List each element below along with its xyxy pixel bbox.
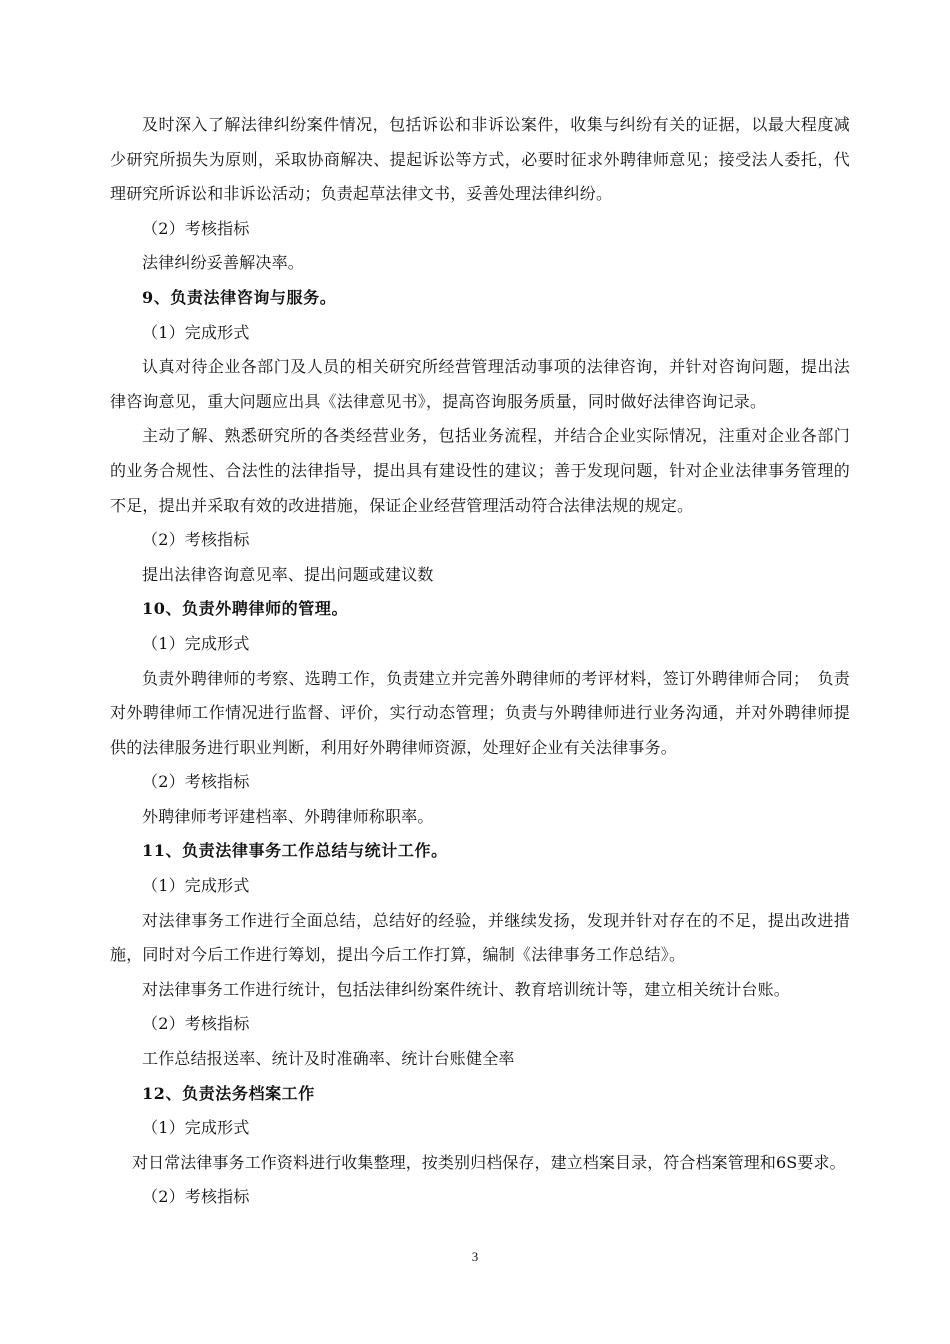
body-paragraph: 主动了解、熟悉研究所的各类经营业务，包括业务流程，并结合企业实际情况，注重对企业各部门的业务合规性、合法性的法律指导，提出具有建设性的建议；善于发现问题，针对企业法律事务管理的不足，提出并采取有效的改进措施，保证企业经营管理活动符合法律法规的规定。 — [110, 426, 850, 515]
section-heading: 10、负责外聘律师的管理。 — [142, 599, 349, 619]
subsection-label: （2）考核指标 — [142, 1187, 250, 1207]
body-paragraph: 对法律事务工作进行全面总结，总结好的经验，并继续发扬，发现并针对存在的不足，提出改进措施，同时对今后工作进行筹划，提出今后工作打算，编制《法律事务工作总结》。 — [110, 910, 850, 965]
section-heading: 12、负责法务档案工作 — [142, 1083, 315, 1103]
section-heading: 9、负责法律咨询与服务。 — [142, 287, 337, 307]
subsection-label: （1）完成形式 — [142, 633, 250, 653]
body-paragraph: 对日常法律事务工作资料进行收集整理，按类别归档保存，建立档案目录，符合档案管理和6S要求。 — [132, 1152, 846, 1172]
body-paragraph: 对法律事务工作进行统计，包括法律纠纷案件统计、教育培训统计等，建立相关统计台账。 — [142, 979, 791, 999]
subsection-label: （1）完成形式 — [142, 322, 250, 342]
subsection-label: （2）考核指标 — [142, 530, 250, 550]
subsection-label: （2）考核指标 — [142, 1014, 250, 1034]
body-paragraph: 负责外聘律师的考察、选聘工作，负责建立并完善外聘律师的考评材料，签订外聘律师合同； 负责对外聘律师工作情况进行监督、评价，实行动态管理；负责与外聘律师进行业务沟通，并对外聘律师提供的法律服务进行职业判断，利用好外聘律师资源，处理好企业有关法律事务。 — [110, 668, 850, 757]
body-paragraph: 及时深入了解法律纠纷案件情况，包括诉讼和非诉讼案件，收集与纠纷有关的证据，以最大程度减少研究所损失为原则，采取协商解决、提起诉讼等方式，必要时征求外聘律师意见；接受法人委托，代理研究所诉讼和非诉讼活动；负责起草法律文书，妥善处理法律纠纷。 — [110, 115, 850, 204]
page-number: 3 — [471, 1249, 479, 1264]
document-body — [110, 108, 850, 1215]
subsection-label: （1）完成形式 — [142, 1118, 250, 1138]
body-paragraph: 外聘律师考评建档率、外聘律师称职率。 — [142, 806, 434, 826]
body-paragraph: 认真对待企业各部门及人员的相关研究所经营管理活动事项的法律咨询，并针对咨询问题，提出法律咨询意见，重大问题应出具《法律意见书》，提高咨询服务质量，同时做好法律咨询记录。 — [110, 357, 850, 411]
section-heading: 11、负责法律事务工作总结与统计工作。 — [142, 841, 448, 861]
body-paragraph: 提出法律咨询意见率、提出问题或建议数 — [142, 564, 434, 584]
subsection-label: （2）考核指标 — [142, 218, 250, 238]
subsection-label: （2）考核指标 — [142, 772, 250, 792]
subsection-label: （1）完成形式 — [142, 876, 250, 896]
body-paragraph: 工作总结报送率、统计及时准确率、统计台账健全率 — [142, 1049, 515, 1069]
body-paragraph: 法律纠纷妥善解决率。 — [142, 253, 305, 273]
